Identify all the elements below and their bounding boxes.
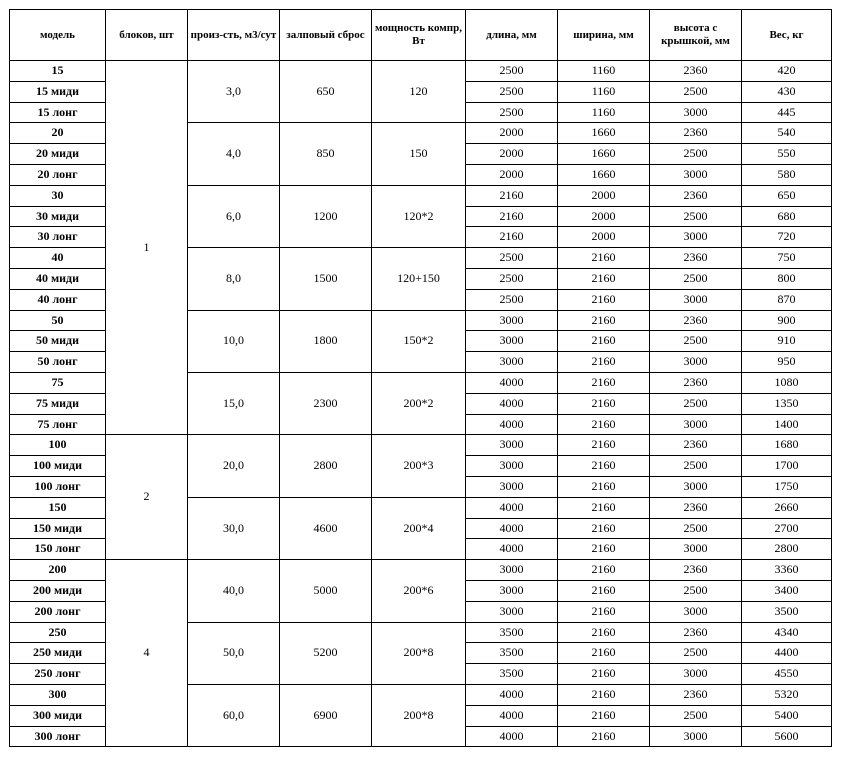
header-blocks: блоков, шт [106, 10, 188, 61]
width-cell: 2160 [558, 456, 650, 477]
burst-cell: 5200 [280, 622, 372, 684]
header-row [10, 10, 832, 61]
model-cell: 40 лонг [10, 289, 106, 310]
capacity-cell: 50,0 [188, 622, 280, 684]
header-height: высота с крышкой, мм [650, 10, 742, 61]
height-cell: 2360 [650, 497, 742, 518]
length-cell: 3000 [466, 580, 558, 601]
height-cell: 2500 [650, 705, 742, 726]
height-cell: 3000 [650, 476, 742, 497]
model-cell: 20 [10, 123, 106, 144]
width-cell: 2160 [558, 622, 650, 643]
length-cell: 4000 [466, 726, 558, 747]
capacity-cell: 8,0 [188, 248, 280, 310]
weight-cell: 2660 [742, 497, 832, 518]
length-cell: 3000 [466, 476, 558, 497]
length-cell: 3500 [466, 643, 558, 664]
table-header [10, 10, 832, 61]
width-cell: 2000 [558, 206, 650, 227]
model-cell: 40 миди [10, 268, 106, 289]
power-cell: 200*4 [372, 497, 466, 559]
width-cell: 2160 [558, 518, 650, 539]
height-cell: 2360 [650, 248, 742, 269]
width-cell: 2160 [558, 414, 650, 435]
weight-cell: 580 [742, 164, 832, 185]
burst-cell: 1800 [280, 310, 372, 372]
width-cell: 2160 [558, 601, 650, 622]
power-cell: 200*2 [372, 372, 466, 434]
blocks-cell: 1 [106, 61, 188, 435]
model-cell: 15 [10, 61, 106, 82]
length-cell: 4000 [466, 497, 558, 518]
header-length: длина, мм [466, 10, 558, 61]
model-cell: 100 миди [10, 456, 106, 477]
weight-cell: 900 [742, 310, 832, 331]
power-cell: 200*8 [372, 684, 466, 746]
width-cell: 2160 [558, 331, 650, 352]
width-cell: 1660 [558, 144, 650, 165]
header-power: мощность компр, Вт [372, 10, 466, 61]
model-cell: 15 миди [10, 81, 106, 102]
height-cell: 2500 [650, 643, 742, 664]
weight-cell: 4550 [742, 664, 832, 685]
weight-cell: 5400 [742, 705, 832, 726]
length-cell: 2500 [466, 81, 558, 102]
weight-cell: 4400 [742, 643, 832, 664]
height-cell: 3000 [650, 539, 742, 560]
table-row [10, 560, 832, 581]
burst-cell: 850 [280, 123, 372, 185]
width-cell: 2160 [558, 476, 650, 497]
length-cell: 2160 [466, 206, 558, 227]
model-cell: 75 миди [10, 393, 106, 414]
blocks-cell: 2 [106, 435, 188, 560]
weight-cell: 1680 [742, 435, 832, 456]
burst-cell: 1200 [280, 185, 372, 247]
height-cell: 3000 [650, 352, 742, 373]
width-cell: 2160 [558, 705, 650, 726]
height-cell: 2500 [650, 268, 742, 289]
weight-cell: 3400 [742, 580, 832, 601]
model-cell: 250 миди [10, 643, 106, 664]
table-body [10, 61, 832, 747]
model-cell: 20 миди [10, 144, 106, 165]
width-cell: 2000 [558, 185, 650, 206]
capacity-cell: 20,0 [188, 435, 280, 497]
weight-cell: 5320 [742, 684, 832, 705]
height-cell: 2500 [650, 206, 742, 227]
width-cell: 2160 [558, 248, 650, 269]
weight-cell: 1080 [742, 372, 832, 393]
width-cell: 1660 [558, 123, 650, 144]
length-cell: 2000 [466, 144, 558, 165]
model-cell: 300 миди [10, 705, 106, 726]
height-cell: 2360 [650, 435, 742, 456]
model-cell: 20 лонг [10, 164, 106, 185]
weight-cell: 540 [742, 123, 832, 144]
height-cell: 2500 [650, 456, 742, 477]
height-cell: 2500 [650, 393, 742, 414]
width-cell: 2000 [558, 227, 650, 248]
power-cell: 120*2 [372, 185, 466, 247]
model-cell: 100 [10, 435, 106, 456]
height-cell: 2500 [650, 81, 742, 102]
width-cell: 2160 [558, 580, 650, 601]
weight-cell: 750 [742, 248, 832, 269]
burst-cell: 1500 [280, 248, 372, 310]
height-cell: 2360 [650, 185, 742, 206]
height-cell: 3000 [650, 601, 742, 622]
model-cell: 75 [10, 372, 106, 393]
weight-cell: 950 [742, 352, 832, 373]
power-cell: 150 [372, 123, 466, 185]
length-cell: 4000 [466, 393, 558, 414]
width-cell: 2160 [558, 289, 650, 310]
power-cell: 200*3 [372, 435, 466, 497]
length-cell: 4000 [466, 705, 558, 726]
capacity-cell: 60,0 [188, 684, 280, 746]
weight-cell: 1350 [742, 393, 832, 414]
height-cell: 2360 [650, 61, 742, 82]
weight-cell: 910 [742, 331, 832, 352]
weight-cell: 650 [742, 185, 832, 206]
burst-cell: 6900 [280, 684, 372, 746]
width-cell: 1660 [558, 164, 650, 185]
burst-cell: 2800 [280, 435, 372, 497]
length-cell: 2160 [466, 227, 558, 248]
model-cell: 30 лонг [10, 227, 106, 248]
model-cell: 300 лонг [10, 726, 106, 747]
height-cell: 3000 [650, 726, 742, 747]
capacity-cell: 6,0 [188, 185, 280, 247]
length-cell: 3500 [466, 664, 558, 685]
length-cell: 3000 [466, 352, 558, 373]
height-cell: 2360 [650, 622, 742, 643]
length-cell: 2160 [466, 185, 558, 206]
weight-cell: 1400 [742, 414, 832, 435]
model-cell: 150 миди [10, 518, 106, 539]
height-cell: 2360 [650, 310, 742, 331]
weight-cell: 680 [742, 206, 832, 227]
weight-cell: 4340 [742, 622, 832, 643]
height-cell: 2500 [650, 331, 742, 352]
width-cell: 1160 [558, 61, 650, 82]
weight-cell: 420 [742, 61, 832, 82]
length-cell: 3000 [466, 435, 558, 456]
header-capacity: произ-сть, м3/сут [188, 10, 280, 61]
length-cell: 3000 [466, 331, 558, 352]
width-cell: 2160 [558, 539, 650, 560]
table-row [10, 435, 832, 456]
width-cell: 2160 [558, 372, 650, 393]
weight-cell: 5600 [742, 726, 832, 747]
length-cell: 2500 [466, 102, 558, 123]
height-cell: 3000 [650, 414, 742, 435]
weight-cell: 1750 [742, 476, 832, 497]
specifications-table [9, 9, 832, 747]
length-cell: 2500 [466, 289, 558, 310]
height-cell: 2500 [650, 518, 742, 539]
weight-cell: 870 [742, 289, 832, 310]
header-burst: залповый сброс [280, 10, 372, 61]
length-cell: 3000 [466, 456, 558, 477]
weight-cell: 720 [742, 227, 832, 248]
weight-cell: 2800 [742, 539, 832, 560]
width-cell: 2160 [558, 726, 650, 747]
height-cell: 3000 [650, 102, 742, 123]
height-cell: 2500 [650, 580, 742, 601]
weight-cell: 3360 [742, 560, 832, 581]
model-cell: 250 [10, 622, 106, 643]
width-cell: 2160 [558, 310, 650, 331]
height-cell: 2500 [650, 144, 742, 165]
model-cell: 150 лонг [10, 539, 106, 560]
model-cell: 40 [10, 248, 106, 269]
length-cell: 4000 [466, 539, 558, 560]
model-cell: 15 лонг [10, 102, 106, 123]
length-cell: 4000 [466, 372, 558, 393]
width-cell: 2160 [558, 643, 650, 664]
capacity-cell: 15,0 [188, 372, 280, 434]
model-cell: 200 [10, 560, 106, 581]
height-cell: 3000 [650, 664, 742, 685]
model-cell: 250 лонг [10, 664, 106, 685]
height-cell: 3000 [650, 289, 742, 310]
height-cell: 2360 [650, 123, 742, 144]
model-cell: 50 миди [10, 331, 106, 352]
weight-cell: 430 [742, 81, 832, 102]
capacity-cell: 10,0 [188, 310, 280, 372]
width-cell: 2160 [558, 684, 650, 705]
model-cell: 50 лонг [10, 352, 106, 373]
width-cell: 2160 [558, 497, 650, 518]
blocks-cell: 4 [106, 560, 188, 747]
length-cell: 2000 [466, 123, 558, 144]
length-cell: 4000 [466, 518, 558, 539]
height-cell: 2360 [650, 684, 742, 705]
weight-cell: 3500 [742, 601, 832, 622]
width-cell: 2160 [558, 560, 650, 581]
header-width: ширина, мм [558, 10, 650, 61]
width-cell: 1160 [558, 102, 650, 123]
table-row [10, 61, 832, 82]
length-cell: 2500 [466, 248, 558, 269]
model-cell: 100 лонг [10, 476, 106, 497]
model-cell: 75 лонг [10, 414, 106, 435]
header-weight: Вес, кг [742, 10, 832, 61]
power-cell: 120 [372, 61, 466, 123]
height-cell: 3000 [650, 227, 742, 248]
length-cell: 4000 [466, 414, 558, 435]
power-cell: 150*2 [372, 310, 466, 372]
burst-cell: 4600 [280, 497, 372, 559]
model-cell: 50 [10, 310, 106, 331]
width-cell: 1160 [558, 81, 650, 102]
height-cell: 3000 [650, 164, 742, 185]
length-cell: 2500 [466, 268, 558, 289]
length-cell: 3000 [466, 310, 558, 331]
length-cell: 3000 [466, 560, 558, 581]
header-model: модель [10, 10, 106, 61]
length-cell: 2500 [466, 61, 558, 82]
burst-cell: 5000 [280, 560, 372, 622]
length-cell: 3500 [466, 622, 558, 643]
length-cell: 4000 [466, 684, 558, 705]
capacity-cell: 40,0 [188, 560, 280, 622]
power-cell: 200*6 [372, 560, 466, 622]
weight-cell: 2700 [742, 518, 832, 539]
capacity-cell: 30,0 [188, 497, 280, 559]
width-cell: 2160 [558, 393, 650, 414]
weight-cell: 445 [742, 102, 832, 123]
width-cell: 2160 [558, 435, 650, 456]
capacity-cell: 3,0 [188, 61, 280, 123]
length-cell: 2000 [466, 164, 558, 185]
model-cell: 150 [10, 497, 106, 518]
model-cell: 30 [10, 185, 106, 206]
burst-cell: 650 [280, 61, 372, 123]
model-cell: 200 лонг [10, 601, 106, 622]
length-cell: 3000 [466, 601, 558, 622]
width-cell: 2160 [558, 664, 650, 685]
model-cell: 200 миди [10, 580, 106, 601]
burst-cell: 2300 [280, 372, 372, 434]
height-cell: 2360 [650, 372, 742, 393]
width-cell: 2160 [558, 352, 650, 373]
width-cell: 2160 [558, 268, 650, 289]
power-cell: 200*8 [372, 622, 466, 684]
weight-cell: 550 [742, 144, 832, 165]
height-cell: 2360 [650, 560, 742, 581]
model-cell: 300 [10, 684, 106, 705]
capacity-cell: 4,0 [188, 123, 280, 185]
model-cell: 30 миди [10, 206, 106, 227]
weight-cell: 800 [742, 268, 832, 289]
weight-cell: 1700 [742, 456, 832, 477]
power-cell: 120+150 [372, 248, 466, 310]
